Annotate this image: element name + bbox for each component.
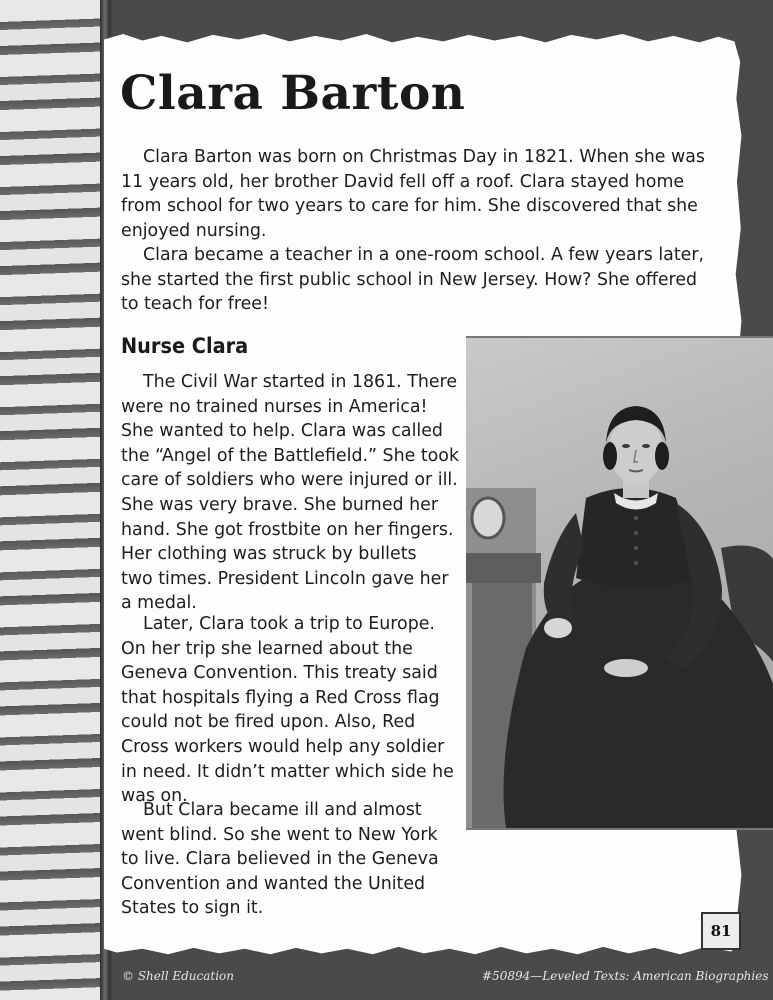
text-line: could not be fired upon. Also, Red bbox=[121, 712, 416, 733]
text-line: She wanted to help. Clara was called bbox=[121, 421, 443, 442]
text-line: Her clothing was struck by bullets bbox=[121, 544, 417, 565]
page-number-box: 81 bbox=[701, 912, 741, 950]
text-line: care of soldiers who were injured or ill. bbox=[121, 470, 458, 491]
text-line: hand. She got frostbite on her fingers. bbox=[121, 519, 454, 540]
text-line: was on. bbox=[121, 786, 188, 807]
binding-stripes bbox=[0, 0, 100, 1000]
page-title: Clara Barton bbox=[120, 66, 466, 121]
text-line: She was very brave. She burned her bbox=[121, 494, 438, 515]
portrait-photo bbox=[466, 336, 773, 830]
text-line: Convention and wanted the United bbox=[121, 873, 426, 894]
text-line: Geneva Convention. This treaty said bbox=[121, 663, 438, 684]
text-line: the “Angel of the Battlefield.” She took bbox=[121, 445, 460, 466]
text-line: that hospitals flying a Red Cross flag bbox=[121, 687, 440, 708]
section-paragraph-3 bbox=[121, 798, 461, 921]
section-paragraph-2 bbox=[121, 612, 461, 809]
text-line: But Clara became ill and almost bbox=[143, 800, 422, 820]
text-line: States to sign it. bbox=[121, 898, 264, 919]
text-line: to live. Clara believed in the Geneva bbox=[121, 849, 439, 870]
text-line: two times. President Lincoln gave her bbox=[121, 568, 449, 589]
text-line: Cross workers would help any soldier bbox=[121, 736, 445, 757]
text-line: On her trip she learned about the bbox=[121, 638, 413, 659]
section-paragraph-1 bbox=[121, 370, 461, 616]
text-line: went blind. So she went to New York bbox=[121, 824, 438, 845]
text-line: Later, Clara took a trip to Europe. bbox=[143, 614, 435, 634]
text-line: a medal. bbox=[121, 593, 197, 614]
text-line: The Civil War started in 1861. There bbox=[143, 372, 458, 392]
text-line: were no trained nurses in America! bbox=[121, 396, 428, 417]
section-heading: Nurse Clara bbox=[121, 334, 249, 358]
text-line: 11 years old, her brother David fell off a roof. Clara stayed home bbox=[121, 171, 685, 192]
text-line: Clara became a teacher in a one-room school. A few years later, bbox=[143, 245, 705, 265]
footer-publication: #50894—Leveled Texts: American Biographies bbox=[482, 969, 769, 983]
footer-copyright: © Shell Education bbox=[122, 969, 235, 983]
intro-paragraph-1 bbox=[121, 145, 721, 243]
text-line: from school for two years to care for him. She discovered that she bbox=[121, 196, 698, 217]
text-line: she started the first public school in New Jersey. How? She offered bbox=[121, 269, 698, 290]
intro-paragraph-2 bbox=[121, 243, 721, 317]
portrait-illustration bbox=[466, 338, 773, 828]
text-line: Clara Barton was born on Christmas Day in 1821. When she was bbox=[143, 147, 705, 167]
text-line: in need. It didn’t matter which side he bbox=[121, 761, 454, 782]
text-line: enjoyed nursing. bbox=[121, 220, 267, 241]
text-line: to teach for free! bbox=[121, 294, 269, 315]
